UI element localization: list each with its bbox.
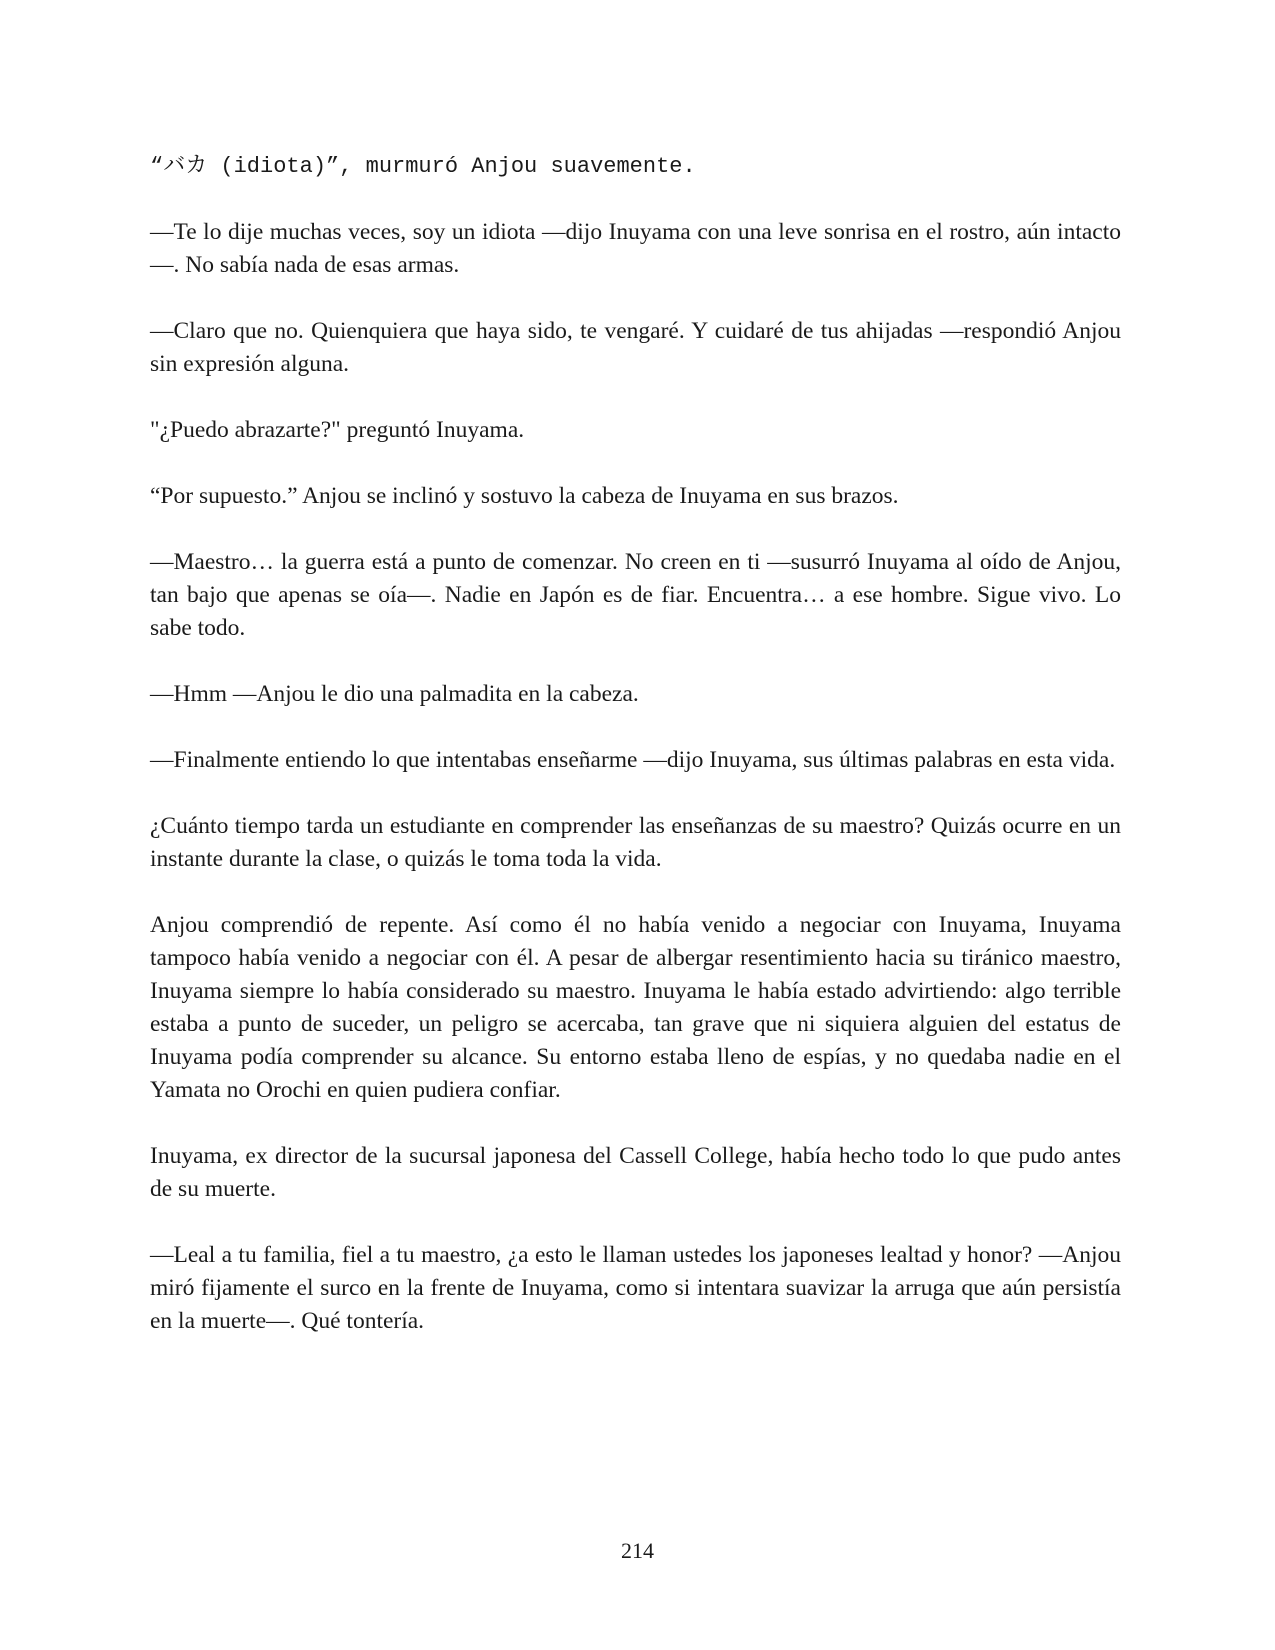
paragraph-1: “バカ (idiota)”, murmuró Anjou suavemente. bbox=[150, 154, 696, 179]
paragraph-5: “Por supuesto.” Anjou se inclinó y sostuvo la cabeza de Inuyama en sus brazos. bbox=[150, 483, 899, 509]
body-text bbox=[150, 150, 1121, 1371]
paragraph-2: —Te lo dije muchas veces, soy un idiota —dijo Inuyama con una leve sonrisa en el rostro, aún intacto—. No sabía nada de esas armas. bbox=[150, 219, 1121, 278]
paragraph-4: "¿Puedo abrazarte?" preguntó Inuyama. bbox=[150, 417, 525, 443]
paragraph-11: Inuyama, ex director de la sucursal japonesa del Cassell College, había hecho todo lo que pudo antes de su muerte. bbox=[150, 1143, 1121, 1202]
paragraph-9: ¿Cuánto tiempo tarda un estudiante en comprender las enseñanzas de su maestro? Quizás ocurre en un instante durante la clase, o quizás le toma toda la vida. bbox=[150, 813, 1121, 872]
page-number: 214 bbox=[621, 1538, 654, 1563]
paragraph-12: —Leal a tu familia, fiel a tu maestro, ¿a esto le llaman ustedes los japoneses lealtad y honor? —Anjou miró fijamente el surco en la frente de Inuyama, como si intentara suavizar la arruga que aún persistía en la muerte—. Qué tontería. bbox=[150, 1242, 1121, 1334]
paragraph-8: —Finalmente entiendo lo que intentabas enseñarme —dijo Inuyama, sus últimas palabras en esta vida. bbox=[150, 747, 1116, 773]
paragraph-10: Anjou comprendió de repente. Así como él no había venido a negociar con Inuyama, Inuyama tampoco había venido a negociar con él. A pesar de albergar resentimiento hacia su tiránico maestro, Inuyama siempre lo había considerado su maestro. Inuyama le había estado advirtiendo: algo terrible estaba a punto de suceder, un peligro se acercaba, tan grave que ni siquiera alguien del estatus de Inuyama podía comprender su alcance. Su entorno estaba lleno de espías, y no quedaba nadie en el Yamata no Orochi en quien pudiera confiar. bbox=[150, 912, 1121, 1103]
paragraph-6: —Maestro… la guerra está a punto de comenzar. No creen en ti —susurró Inuyama al oído de Anjou, tan bajo que apenas se oía—. Nadie en Japón es de fiar. Encuentra… a ese hombre. Sigue vivo. Lo sabe todo. bbox=[150, 549, 1121, 641]
paragraph-7: —Hmm —Anjou le dio una palmadita en la cabeza. bbox=[150, 681, 639, 707]
paragraph-3: —Claro que no. Quienquiera que haya sido, te vengaré. Y cuidaré de tus ahijadas —respondió Anjou sin expresión alguna. bbox=[150, 318, 1121, 377]
